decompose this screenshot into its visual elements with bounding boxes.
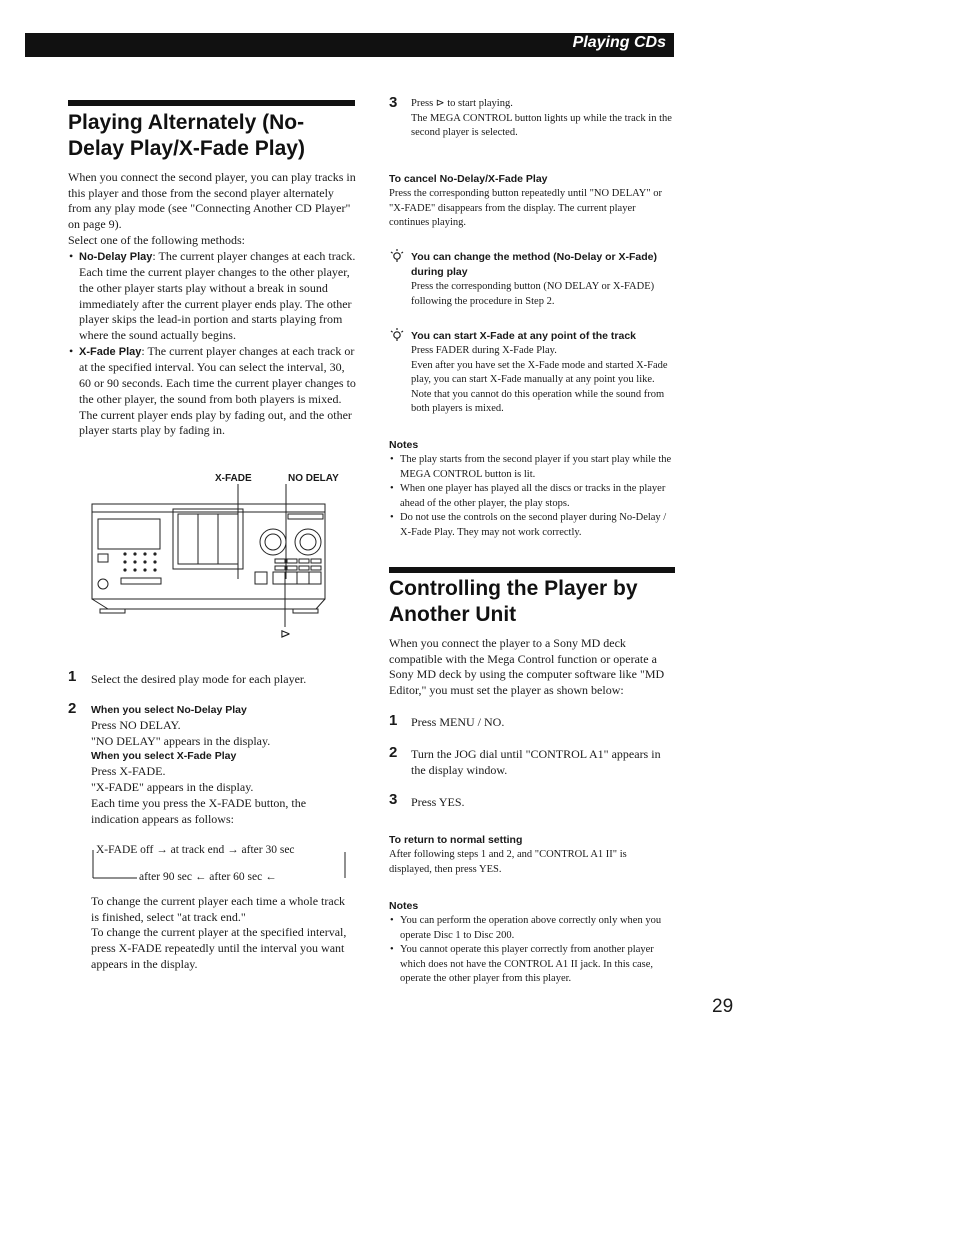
step-text: Press ⊳ to start playing. xyxy=(411,98,513,109)
label-xfade: X-FADE xyxy=(215,473,252,484)
intro-block xyxy=(68,170,358,439)
after-cycle-paragraph: To change the current player at the specified interval, press X-FADE repeatedly until the interval you want appears in the display. xyxy=(91,925,347,971)
cancel-block xyxy=(389,172,674,231)
sub-heading: When you select No-Delay Play xyxy=(91,704,247,716)
cycle-top: X-FADE off → at track end → after 30 sec xyxy=(96,844,295,856)
notes-list xyxy=(389,914,674,987)
sub-heading: To cancel No-Delay/X-Fade Play xyxy=(389,173,548,185)
cancel-text: Press the corresponding button repeatedly until "NO DELAY" or "X-FADE" disappears from the display. The current player continues playing. xyxy=(389,188,662,228)
method-item xyxy=(68,344,358,439)
tip-text: Press FADER during X-Fade Play. xyxy=(411,345,557,356)
tip2-block xyxy=(411,329,676,417)
step-detail: The MEGA CONTROL button lights up while the track in the second player is selected. xyxy=(411,112,672,138)
notes-title: Notes xyxy=(389,900,419,912)
note-item: • Do not use the controls on the second player during No-Delay / X-Fade Play. They may not work correctly. xyxy=(389,511,676,540)
label-nodelay: NO DELAY xyxy=(288,473,339,484)
step-line: "NO DELAY" appears in the display. xyxy=(91,733,271,748)
tip-title: You can change the method (No-Delay or X-Fade) during play xyxy=(411,251,658,278)
intro-paragraph: When you connect the second player, you can play tracks in this player and those from the second player alternately from any play mode (see "Connecting Another CD Player" on page 9). xyxy=(68,170,356,232)
step-line: "X-FADE" appears in the display. xyxy=(91,780,254,795)
tip-lightbulb-icon xyxy=(390,328,404,342)
cd-player-illustration xyxy=(88,484,333,644)
tip-lightbulb-icon xyxy=(390,249,404,263)
select-line: Select one of the following methods: xyxy=(68,232,245,247)
step-text: Press YES. xyxy=(411,795,465,809)
note-item: • You cannot operate this player correctly from another player which does not have the CONTROL A1 II jack. In this case, operate the other player from this player. xyxy=(389,943,674,987)
method-item xyxy=(68,249,358,344)
tip-text: Press the corresponding button (NO DELAY or X-FADE) following the procedure in Step 2. xyxy=(411,281,655,307)
step-number: 2 xyxy=(68,700,77,717)
step-line: Press X-FADE. xyxy=(91,764,166,779)
step-number: 3 xyxy=(389,94,398,111)
step-number: 1 xyxy=(68,668,77,685)
note-item: • When one player has played all the discs or tracks in the player ahead of the other player, the play stops. xyxy=(389,482,676,511)
play-button-callout: ⊳ xyxy=(280,626,291,641)
step-number: 2 xyxy=(389,744,398,761)
method-term: No-Delay Play xyxy=(79,250,153,263)
tip-title: You can start X-Fade at any point of the track xyxy=(411,330,637,342)
page-title: Playing Alternately (No-Delay Play/X-Fade Play) xyxy=(68,111,305,160)
step-text: Select the desired play mode for each player. xyxy=(91,672,307,686)
return-text: After following steps 1 and 2, and "CONTROL A1 II" is displayed, then press YES. xyxy=(389,849,627,875)
page-number: 29 xyxy=(712,996,734,1017)
sub-heading: To return to normal setting xyxy=(389,834,523,846)
title-rule xyxy=(68,100,355,106)
method-term: X-Fade Play xyxy=(79,345,142,358)
step-number: 1 xyxy=(389,712,398,729)
note-item: • The play starts from the second player if you start play while the MEGA CONTROL button is lit. xyxy=(389,453,676,482)
after-cycle-paragraph: To change the current player each time a whole track is finished, select "at track end." xyxy=(91,894,346,924)
section-rule xyxy=(389,567,675,573)
method-text: : The current player changes at each track. Each time the current player changes to the other player, the other player starts play without a break in sound immediately after the current player ends play. The other player skips the lead-in portion and starts playing from where the sound actually begins. xyxy=(79,248,356,343)
step3-block xyxy=(411,97,676,141)
sub-heading: When you select X-Fade Play xyxy=(91,750,237,763)
cycle-bottom: after 90 sec ← after 60 sec ← xyxy=(139,871,277,883)
tip1-block xyxy=(411,250,676,309)
step-text: Turn the JOG dial until "CONTROL A1" appears in the display window. xyxy=(411,747,661,777)
step-line: Press NO DELAY. xyxy=(91,718,181,732)
notes-block xyxy=(389,899,674,987)
step-line: Each time you press the X-FADE button, the indication appears as follows: xyxy=(91,795,307,826)
notes-title: Notes xyxy=(389,439,419,451)
step-number: 3 xyxy=(389,791,398,808)
tip-text: Even after you have set the X-Fade mode and started X-Fade play, you can start X-Fade manually at any point you like. Note that you cannot do this operation while the sound from both players is mixed. xyxy=(411,359,668,414)
method-list xyxy=(68,249,358,439)
section-title: Controlling the Player by Another Unit xyxy=(389,577,638,626)
after-cycle-block xyxy=(91,894,353,973)
step-text: Press MENU / NO. xyxy=(411,715,505,729)
note-item: • You can perform the operation above correctly only when you operate Disc 1 to Disc 200. xyxy=(389,914,674,943)
section-header-title: Playing CDs xyxy=(572,34,666,51)
section2-intro: When you connect the player to a Sony MD deck compatible with the Mega Control function or operate a Sony MD deck by using the computer software like "MD Editor," you must set the player as shown below: xyxy=(389,636,665,698)
return-block xyxy=(389,833,664,877)
step2-block xyxy=(91,703,356,827)
notes-list xyxy=(389,453,676,540)
notes-block xyxy=(389,438,676,540)
header-band xyxy=(25,33,674,57)
method-text: : The current player changes at each track or at the specified interval. You can select the interval, 30, 60 or 90 seconds. Each time the current player changes to the other player, the sound from both players is mixed. The current player ends play by fading out, and the other player starts play by fading in. xyxy=(79,343,356,438)
